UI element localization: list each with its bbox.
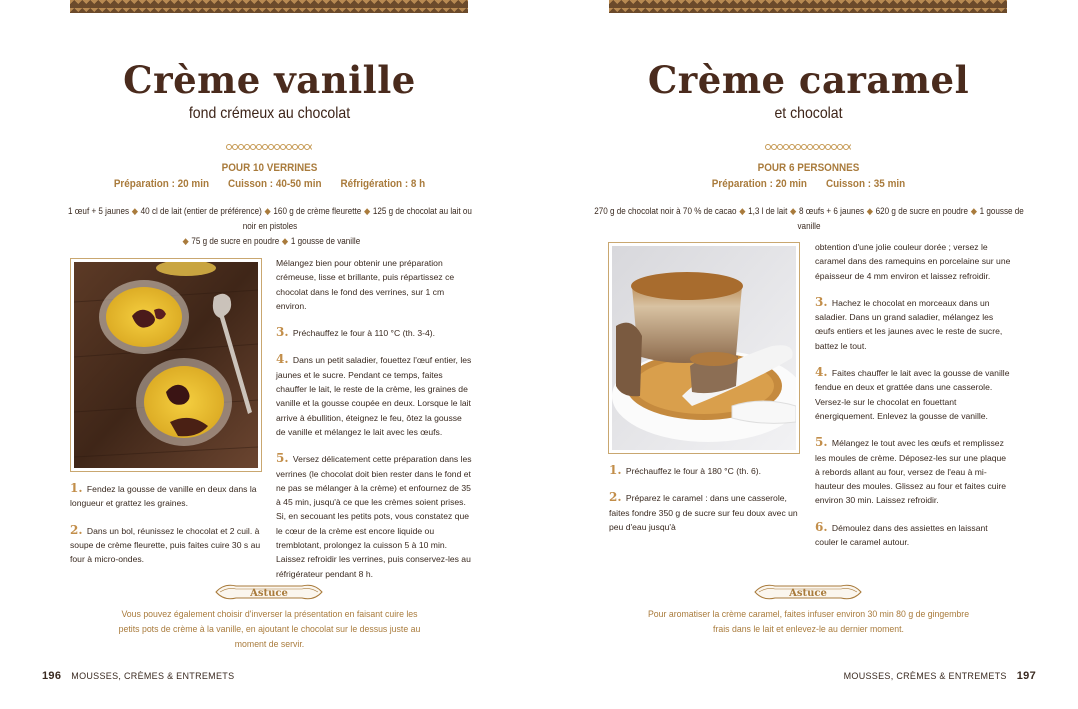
creme-caramel-photo [612,246,796,450]
ornament-divider [226,143,312,151]
astuce-banner [214,581,324,603]
step-text: Dans un petit saladier, fouettez l'œuf entier, les jaunes et le sucre. Pendant ce temps, faites chauffer le lait, le reste de la crème, les graines de vanille et la gousse coupée en deux. Lorsque le lait arrive à ébullition, éteignez le feu, ôtez la gousse de vanille et mélangez le lait avec les œufs. [276,355,472,437]
step-number: 2. [70,522,83,537]
decorative-header-band [609,0,1007,13]
column-intro: Mélangez bien pour obtenir une préparation crémeuse, lisse et brillante, puis répartissez ce chocolat dans le fond des verrines, sur 1 cm environ. [276,258,455,311]
steps-under-photo [70,481,268,578]
step-number: 1. [70,481,83,495]
serving-size: POUR 6 PERSONNES [757,162,860,174]
step-text: Fendez la gousse de vanille en deux dans la longueur et grattez les graines. [70,484,257,509]
step-text: Préparez le caramel : dans une casserole, faites fondre 350 g de sucre sur feu doux avec un peu d'eau jusqu'à [609,493,798,532]
step-number: 3. [276,325,289,340]
verrines-illustration [74,262,258,468]
section-name: MOUSSES, CRÈMES & ENTREMETS [843,671,1007,681]
step-item [70,523,268,567]
step-item [609,490,805,534]
step-text: Mélangez le tout avec les œufs et remplissez les moules de crème. Déposez-les sur une plaque à rebords allant au four, versez de l'eau à mi-hauteur des moules. Glissez au four et faites cuire environ 30 min. Laissez refroidir. [815,438,1007,506]
step-text: Préchauffez le four à 110 °C (th. 3-4). [292,328,436,339]
step-text: Préchauffez le four à 180 °C (th. 6). [625,466,762,476]
section-name: MOUSSES, CRÈMES & ENTREMETS [71,671,235,681]
recipe-photo-frame [608,242,800,454]
step-item [815,435,1011,507]
astuce-label: Astuce [250,588,288,599]
right-page [539,0,1078,709]
prep-time: Préparation : 20 min [711,178,807,190]
astuce-banner [753,581,863,603]
ornament-divider [765,143,851,151]
diamond-icon: ◆ [790,206,797,216]
recipe-title: Crème vanille [123,58,416,102]
diamond-icon: ◆ [363,206,371,216]
step-item [276,325,472,340]
step-text: Dans un bol, réunissez le chocolat et 2 cuil. à soupe de crème fleurette, puis faites cuire 30 s au four à micro-ondes. [70,525,261,565]
step-number: 5. [276,451,289,466]
step-item [276,352,472,439]
step-text: Versez délicatement cette préparation dans les verrines (le chocolat doit bien rester dans le fond et ne pas se mélanger à la crème) et enfournez de 35 à 45 min, jusqu'à ce que les crèmes soient prises. Si, en secouant les petits pots, vous constatez que le cœur de la crème est encore liquide ou tremblotant, prolongez la cuisson 5 à 10 min. Laissez refroidir les verrines, puis conservez-les au réfrigérateur pendant 8 h. [276,454,472,579]
prep-time: Préparation : 20 min [113,178,210,190]
step-number: 2. [609,490,622,505]
astuce-label: Astuce [789,588,827,599]
ingredient: 40 cl de lait (entier de préférence) [140,206,262,216]
step-number: 3. [815,294,828,309]
step-number: 5. [815,435,828,450]
recipe-photo-frame [70,258,262,472]
recipe-times [566,178,1051,190]
steps-column [815,240,1011,561]
chill-time: Réfrigération : 8 h [340,178,426,190]
column-intro: obtention d'une jolie couleur dorée ; versez le caramel dans des ramequins en porcelaine sur une épaisseur de 4 mm environ et laissez refroidir. [815,242,1011,281]
step-text: Hachez le chocolat en morceaux dans un saladier. Dans un grand saladier, mélangez les œufs entiers et les jaunes avec le reste de sucre, battez le tout. [815,297,1003,351]
diamond-icon: ◆ [182,236,189,246]
ingredient: 125 g de chocolat au lait ou noir en pistoles [242,206,472,231]
ingredient: 8 œufs + 6 jaunes [798,206,865,216]
ingredient: 270 g de chocolat noir à 70 % de cacao [594,206,737,216]
step-item [815,520,1011,550]
ingredient: 1 gousse de vanille [797,206,1024,231]
step-number: 4. [815,365,828,380]
steps-under-photo [609,463,805,546]
steps-column [276,256,472,593]
ingredient: 1 œuf + 5 jaunes [68,206,130,216]
decorative-header-band [70,0,468,13]
ingredient: 1 gousse de vanille [290,236,361,246]
step-item [815,295,1011,353]
diamond-icon: ◆ [281,236,289,246]
cook-time: Cuisson : 35 min [825,178,906,190]
step-text: Faites chauffer le lait avec la gousse de vanille fendue en deux et grattée dans une casserole. Versez-le sur le chocolat en fouettant énergiquement. Enlevez la gousse de vanille. [815,368,1010,421]
creme-caramel-illustration [612,246,796,450]
page-folio [844,670,1046,682]
diamond-icon: ◆ [264,206,271,216]
ingredient: 1,3 l de lait [748,206,788,216]
ingredient: 160 g de crème fleurette [273,206,362,216]
ingredients-list [591,204,1027,234]
recipe-times [27,178,512,190]
step-text: Démoulez dans des assiettes en laissant couler le caramel autour. [815,522,988,548]
diamond-icon: ◆ [970,206,977,216]
astuce-text: Pour aromatiser la crème caramel, faites infuser environ 30 min 80 g de gingembre frais dans le lait et enlevez-le au dernier moment. [647,609,970,635]
recipe-title: Crème caramel [647,58,970,102]
diamond-icon: ◆ [739,206,746,216]
cook-time: Cuisson : 40-50 min [227,178,322,190]
step-item [609,463,805,478]
recipe-subtitle: et chocolat [774,105,843,122]
ingredient: 620 g de sucre en poudre [875,206,968,216]
ingredient: 75 g de sucre en poudre [191,236,280,246]
astuce-text: Vous pouvez également choisir d'inverser la présentation en faisant cuire les petits pots de crème à la vanille, en ajoutant le chocolat sur le dessus juste au moment de servir. [118,609,421,650]
step-number: 1. [609,463,622,477]
step-item [70,481,268,511]
ribbon-icon [214,581,324,603]
diamond-icon: ◆ [131,206,138,216]
page-number: 197 [1016,670,1036,682]
page-folio [32,670,234,682]
serving-size: POUR 10 VERRINES [221,162,318,174]
page-number: 196 [42,670,62,682]
recipe-subtitle: fond crémeux au chocolat [188,105,351,122]
step-item [815,365,1011,423]
diamond-icon: ◆ [866,206,873,216]
verrines-photo [74,262,258,468]
step-number: 4. [276,352,289,367]
ingredients-list [63,204,477,249]
step-item [276,451,472,581]
ribbon-icon [753,581,863,603]
step-number: 6. [815,519,828,534]
